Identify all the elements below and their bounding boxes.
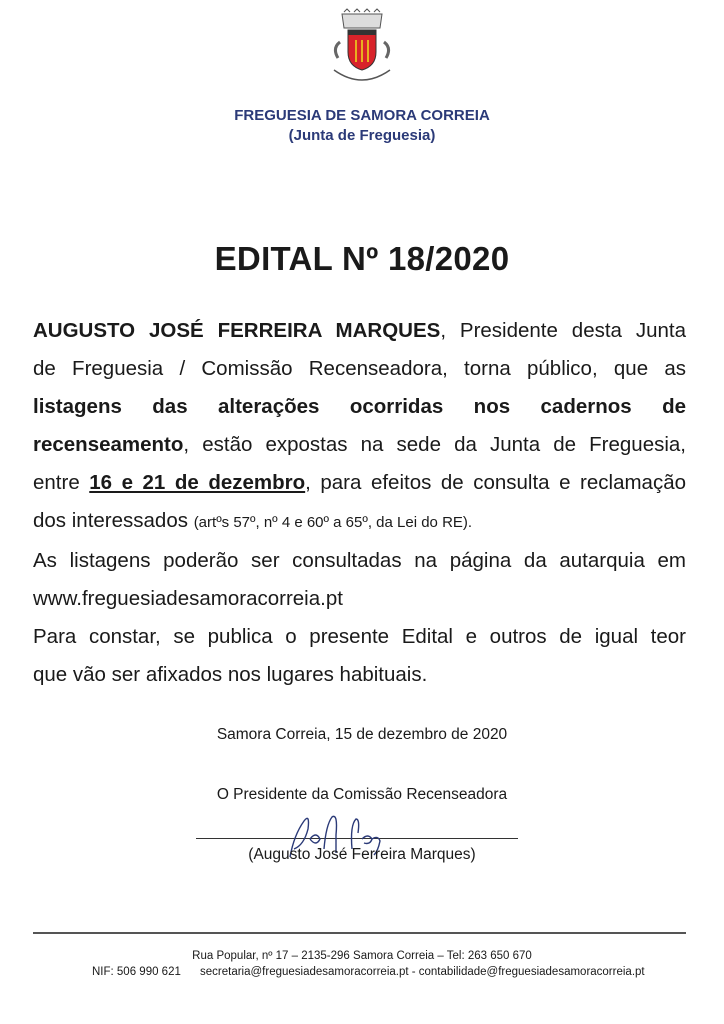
organization-name: FREGUESIA DE SAMORA CORREIA bbox=[234, 107, 490, 124]
body-line bbox=[33, 426, 686, 464]
signer-name: (Augusto José Ferreira Marques) bbox=[248, 846, 476, 863]
signer-role: O Presidente da Comissão Recenseadora bbox=[216, 786, 508, 803]
edital-body bbox=[33, 312, 686, 694]
body-line bbox=[33, 502, 686, 542]
body-line: que vão ser afixados nos lugares habituais. bbox=[33, 663, 428, 686]
organization-header bbox=[0, 106, 724, 146]
coat-of-arms-logo bbox=[320, 8, 404, 92]
legal-reference: (artºs 57º, nº 4 e 60º a 65º, da Lei do RE). bbox=[193, 514, 473, 531]
footer-nif: NIF: 506 990 621 bbox=[92, 966, 181, 978]
emphasis-text: listagens das alterações ocorridas nos cadernos de bbox=[33, 395, 686, 418]
place-date: Samora Correia, 15 de dezembro de 2020 bbox=[216, 726, 508, 743]
footer-divider bbox=[33, 932, 686, 934]
body-line: de Freguesia / Comissão Recenseadora, torna público, que as bbox=[33, 357, 686, 380]
body-line: Para constar, se publica o presente Edital e outros de igual teor bbox=[33, 625, 686, 648]
footer-emails: secretaria@freguesiadesamoracorreia.pt - contabilidade@freguesiadesamoracorreia.pt bbox=[200, 966, 645, 978]
body-line bbox=[33, 312, 686, 350]
text: dos interessados bbox=[33, 509, 194, 532]
text: , estão expostas na sede da Junta de Freguesia, bbox=[183, 433, 686, 456]
emphasis-text: recenseamento bbox=[33, 433, 184, 456]
text: , Presidente desta Junta bbox=[440, 319, 686, 342]
body-line: As listagens poderão ser consultadas na página da autarquia em bbox=[33, 549, 686, 572]
website-link[interactable]: www.freguesiadesamoracorreia.pt bbox=[33, 587, 343, 610]
date-range: 16 e 21 de dezembro bbox=[89, 471, 306, 494]
document-title: EDITAL Nº 18/2020 bbox=[214, 240, 510, 277]
organization-subtitle: (Junta de Freguesia) bbox=[288, 127, 436, 144]
body-line bbox=[33, 464, 686, 502]
body-line bbox=[33, 388, 686, 426]
footer-address: Rua Popular, nº 17 – 2135-296 Samora Correia – Tel: 263 650 670 bbox=[192, 950, 532, 962]
president-name: AUGUSTO JOSÉ FERREIRA MARQUES bbox=[33, 319, 441, 342]
text: entre bbox=[33, 471, 90, 494]
text: , para efeitos de consulta e reclamação bbox=[305, 471, 686, 494]
